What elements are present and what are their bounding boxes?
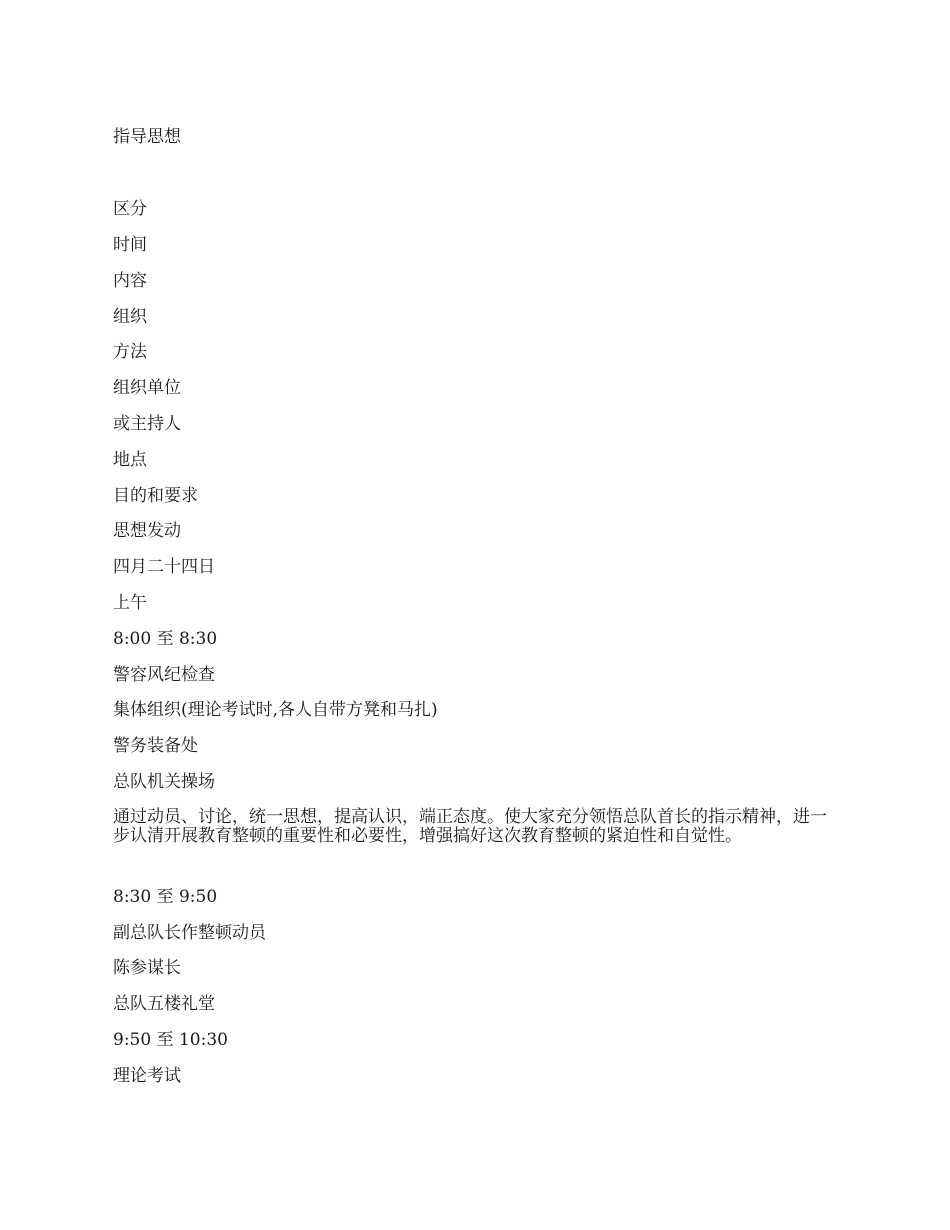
row-content-2: 副总队长作整顿动员 [113, 923, 266, 943]
row-host-2: 陈参谋长 [113, 958, 181, 978]
row-content-3: 理论考试 [113, 1066, 181, 1086]
row-time-slot-2: 8:30 至 9:50 [113, 887, 218, 907]
row-location: 总队机关操场 [113, 772, 215, 792]
table-header-organization: 组织 [113, 307, 147, 327]
table-header-unit: 组织单位 [113, 378, 181, 398]
table-header-content: 内容 [113, 271, 147, 291]
row-category: 思想发动 [113, 521, 181, 541]
table-header-host: 或主持人 [113, 414, 181, 434]
section-heading: 指导思想 [113, 127, 181, 147]
row-period: 上午 [113, 593, 147, 613]
row-time-slot: 8:00 至 8:30 [113, 629, 218, 649]
table-header-purpose: 目的和要求 [113, 486, 198, 506]
row-content: 警容风纪检查 [113, 665, 215, 685]
row-location-2: 总队五楼礼堂 [113, 994, 215, 1014]
table-header-location: 地点 [113, 450, 147, 470]
row-method: 集体组织(理论考试时,各人自带方凳和马扎) [113, 700, 438, 720]
row-time-slot-3: 9:50 至 10:30 [113, 1030, 228, 1050]
row-date: 四月二十四日 [113, 557, 215, 577]
table-header-method: 方法 [113, 342, 147, 362]
row-purpose-paragraph: 通过动员、讨论，统一思想，提高认识，端正态度。使大家充分领悟总队首长的指示精神，进一步认清开展教育整顿的重要性和必要性，增强搞好这次教育整顿的紧迫性和自觉性。 [113, 807, 827, 846]
row-unit: 警务装备处 [113, 736, 198, 756]
table-header-category: 区分 [113, 199, 147, 219]
table-header-time: 时间 [113, 235, 147, 255]
